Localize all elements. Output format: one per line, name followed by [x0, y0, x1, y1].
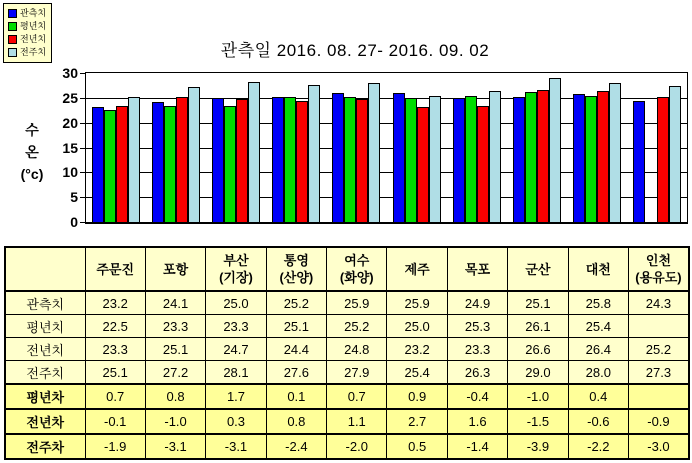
table-cell: -2.0	[327, 434, 387, 459]
legend-item-label: 전년치	[20, 34, 47, 44]
table-header	[5, 247, 689, 291]
table-cell: 1.7	[206, 384, 266, 409]
y-tick-label: 20	[62, 114, 78, 131]
bar-전주치-목포	[489, 91, 501, 222]
bar-평년치-포항	[164, 106, 176, 222]
chart-title: 관측일 2016. 08. 27- 2016. 09. 02	[220, 41, 490, 60]
bar-전년치-군산	[537, 90, 549, 222]
bar-전년치-인천(용유도)	[657, 97, 669, 222]
bar-전주치-제주	[429, 96, 441, 222]
table-cell: 26.3	[447, 361, 507, 385]
column-header: 군산	[508, 247, 568, 291]
table-cell: 23.2	[387, 338, 447, 361]
table-cell: 1.1	[327, 409, 387, 434]
bar-전주치-통영(산양)	[308, 85, 320, 222]
row-label: 전년치	[5, 338, 85, 361]
bar-관측치-통영(산양)	[272, 97, 284, 222]
table-cell: 26.4	[568, 338, 628, 361]
table-cell: 23.3	[447, 338, 507, 361]
bar-관측치-여수(화양)	[332, 93, 344, 222]
table-cell: 0.4	[568, 384, 628, 409]
bar-관측치-군산	[513, 97, 525, 222]
bar-평년치-부산(기장)	[224, 106, 236, 222]
bar-전주치-군산	[549, 78, 561, 222]
legend-item-label: 관측치	[20, 8, 47, 18]
bar-전년치-주문진	[116, 106, 128, 222]
bar-관측치-제주	[393, 93, 405, 222]
table-cell: 23.3	[145, 315, 205, 338]
table-cell: 24.3	[629, 291, 689, 315]
column-header: 포항	[145, 247, 205, 291]
bar-평년치-제주	[405, 98, 417, 222]
bar-관측치-포항	[152, 102, 164, 222]
table-cell: 1.6	[447, 409, 507, 434]
table-cell: 27.2	[145, 361, 205, 385]
table-cell: 24.9	[447, 291, 507, 315]
table-cell: -1.0	[508, 384, 568, 409]
table-cell: 0.1	[266, 384, 326, 409]
table-row	[5, 338, 689, 361]
table-cell: 0.7	[85, 384, 145, 409]
table-cell: 24.4	[266, 338, 326, 361]
bar-전년치-여수(화양)	[356, 99, 368, 222]
bar-전년치-목포	[477, 106, 489, 222]
table-cell: -2.2	[568, 434, 628, 459]
legend-color-swatch-icon	[8, 9, 17, 18]
row-label: 전주치	[5, 361, 85, 385]
table-cell: 0.7	[327, 384, 387, 409]
table-row	[5, 361, 689, 385]
column-header: 부산 (기장)	[206, 247, 266, 291]
table-cell	[629, 384, 689, 409]
table-cell: 25.1	[85, 361, 145, 385]
bar-전주치-인천(용유도)	[669, 86, 681, 222]
table-cell: 25.2	[327, 315, 387, 338]
legend-color-swatch-icon	[8, 48, 17, 57]
bar-관측치-주문진	[92, 107, 104, 222]
table-cell: 24.1	[145, 291, 205, 315]
table-cell: -3.0	[629, 434, 689, 459]
y-axis-title-line: 온	[25, 144, 39, 160]
bar-전주치-포항	[188, 87, 200, 222]
table-cell: 22.5	[85, 315, 145, 338]
y-tick-label: 25	[62, 89, 78, 106]
table-cell: -1.0	[145, 409, 205, 434]
legend-item	[8, 46, 46, 59]
bar-전년치-제주	[417, 107, 429, 222]
table-cell: -0.9	[629, 409, 689, 434]
table-cell: 25.0	[206, 291, 266, 315]
column-header: 제주	[387, 247, 447, 291]
table-cell: 25.2	[629, 338, 689, 361]
table-cell: -2.4	[266, 434, 326, 459]
data-table	[4, 246, 690, 460]
column-header: 여수 (화양)	[327, 247, 387, 291]
table-cell: 0.8	[266, 409, 326, 434]
table-cell	[629, 315, 689, 338]
column-header: 통영 (산양)	[266, 247, 326, 291]
table-cell: 0.8	[145, 384, 205, 409]
y-axis-title-line: (°c)	[20, 166, 44, 182]
table-cell: 25.1	[145, 338, 205, 361]
table-cell: 0.3	[206, 409, 266, 434]
table-cell: 23.3	[85, 338, 145, 361]
row-label: 평년치	[5, 315, 85, 338]
row-label: 관측치	[5, 291, 85, 315]
bar-전주치-부산(기장)	[248, 82, 260, 222]
bar-관측치-대천	[573, 94, 585, 222]
bar-평년치-통영(산양)	[284, 97, 296, 222]
table-cell: 25.8	[568, 291, 628, 315]
corner-cell	[5, 247, 85, 291]
bar-관측치-부산(기장)	[212, 98, 224, 222]
table-cell: 0.5	[387, 434, 447, 459]
table-cell: -0.1	[85, 409, 145, 434]
table-row	[5, 434, 689, 459]
y-axis-title-line: 수	[25, 122, 39, 138]
table-cell: -3.1	[206, 434, 266, 459]
legend-item	[8, 7, 46, 20]
table-cell: 25.1	[266, 315, 326, 338]
y-tick-label: 30	[62, 65, 78, 81]
row-label: 전년차	[5, 409, 85, 434]
table-cell: 2.7	[387, 409, 447, 434]
table-cell: -3.1	[145, 434, 205, 459]
bar-관측치-인천(용유도)	[633, 101, 645, 222]
table-cell: -0.6	[568, 409, 628, 434]
legend-item-label: 평년치	[20, 21, 47, 31]
table-cell: 25.1	[508, 291, 568, 315]
table-row	[5, 409, 689, 434]
column-header: 대천	[568, 247, 628, 291]
table-cell: 26.1	[508, 315, 568, 338]
table-cell: 25.4	[568, 315, 628, 338]
legend-item	[8, 33, 46, 46]
row-label: 평년차	[5, 384, 85, 409]
bar-전년치-부산(기장)	[236, 99, 248, 222]
y-tick-label: 0	[70, 214, 78, 230]
table-cell: 25.3	[447, 315, 507, 338]
table-cell: 25.9	[387, 291, 447, 315]
table-cell: -3.9	[508, 434, 568, 459]
bar-전년치-대천	[597, 91, 609, 222]
table-cell: 25.0	[387, 315, 447, 338]
bar-관측치-목포	[453, 98, 465, 222]
column-header: 인천 (용유도)	[629, 247, 689, 291]
table-cell: 24.7	[206, 338, 266, 361]
table-cell: 25.4	[387, 361, 447, 385]
bar-전주치-여수(화양)	[368, 83, 380, 222]
legend-item	[8, 20, 46, 33]
table-cell: 27.3	[629, 361, 689, 385]
table-cell: 24.8	[327, 338, 387, 361]
table-cell: 25.9	[327, 291, 387, 315]
column-header: 주문진	[85, 247, 145, 291]
bar-평년치-대천	[585, 96, 597, 222]
table-cell: -1.5	[508, 409, 568, 434]
bar-전년치-통영(산양)	[296, 101, 308, 222]
table-cell: -0.4	[447, 384, 507, 409]
bar-평년치-주문진	[104, 110, 116, 222]
table-cell: -1.9	[85, 434, 145, 459]
table-cell: 23.2	[85, 291, 145, 315]
bar-전년치-포항	[176, 97, 188, 222]
table-cell: -1.4	[447, 434, 507, 459]
bar-전주치-대천	[609, 83, 621, 222]
table-cell: 23.3	[206, 315, 266, 338]
table-row	[5, 384, 689, 409]
table-cell: 0.9	[387, 384, 447, 409]
table-cell: 28.0	[568, 361, 628, 385]
table-cell: 29.0	[508, 361, 568, 385]
legend-color-swatch-icon	[8, 22, 17, 31]
legend-color-swatch-icon	[8, 35, 17, 44]
plot-area	[85, 72, 688, 224]
bar-평년치-군산	[525, 92, 537, 222]
bar-전주치-주문진	[128, 97, 140, 222]
table-cell: 25.2	[266, 291, 326, 315]
column-header: 목포	[447, 247, 507, 291]
y-tick-label: 10	[62, 164, 78, 181]
table-cell: 27.6	[266, 361, 326, 385]
row-label: 전주차	[5, 434, 85, 459]
table-row	[5, 291, 689, 315]
table-cell: 28.1	[206, 361, 266, 385]
y-tick-label: 15	[62, 139, 78, 156]
bar-평년치-여수(화양)	[344, 97, 356, 222]
table-cell: 26.6	[508, 338, 568, 361]
legend-item-label: 전주치	[20, 47, 47, 57]
bar-평년치-목포	[465, 96, 477, 222]
table-cell: 27.9	[327, 361, 387, 385]
table-row	[5, 315, 689, 338]
y-tick-label: 5	[70, 189, 78, 206]
chart-legend	[3, 3, 52, 63]
